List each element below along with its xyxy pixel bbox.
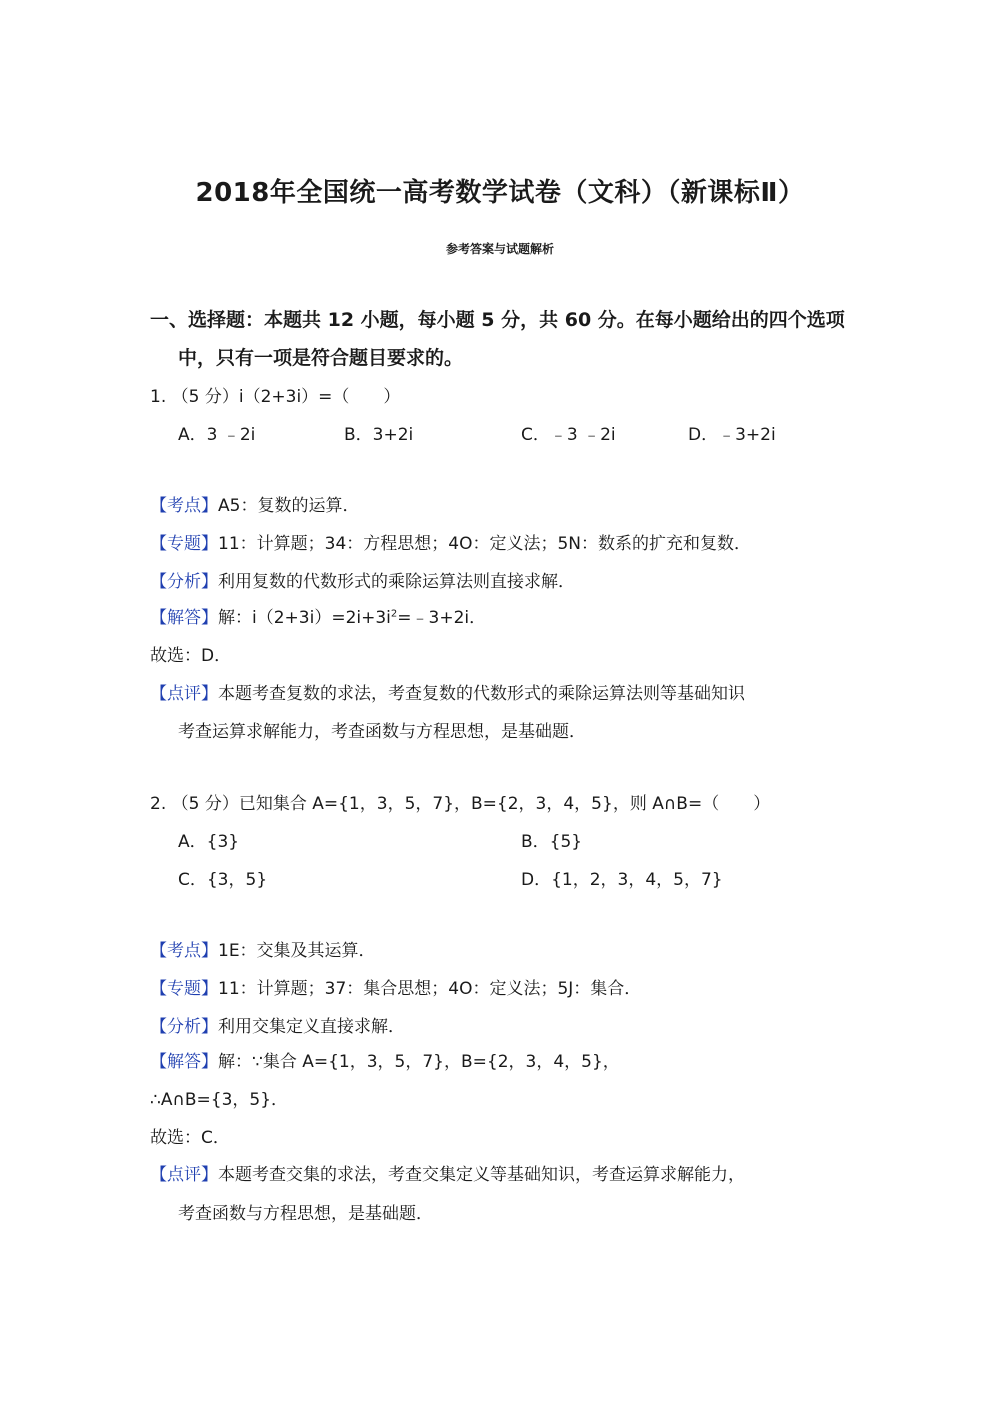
q1-zhuanti [150,529,751,554]
fenxi-text: 利用交集定义直接求解． [218,1017,405,1037]
q2-option-a: A．{3} [178,832,240,852]
dianping-tag: 【点评】 [150,684,218,704]
q2-option-b: B．{5} [521,832,583,852]
jieda-tag: 【解答】 [150,1052,218,1072]
kaodian-text: 1E：交集及其运算． [218,941,376,961]
q1-option-a: A．3 ﹣2i [178,425,256,445]
q1-answer: 故选：D． [150,646,232,666]
q2-option-c: C．{3，5} [178,870,268,890]
q1-stem: 1. （5 分）i（2+3i）=（ ） [150,387,401,407]
fenxi-tag: 【分析】 [150,1017,218,1037]
page-subtitle: 参考答案与试题解析 [445,242,554,256]
page-title: 2018年全国统一高考数学试卷（文科）（新课标Ⅱ） [195,178,805,208]
jieda-text-post: =﹣3+2i． [397,608,487,628]
section-heading-line2: 中，只有一项是符合题目要求的。 [178,347,464,369]
zhuanti-text: 11：计算题；37：集合思想；4O：定义法；5J：集合． [218,979,642,999]
q2-answer: 故选：C． [150,1128,230,1148]
q2-fenxi [150,1012,405,1037]
dianping-text: 本题考查复数的求法，考查复数的代数形式的乘除运算法则等基础知识 [218,684,745,704]
fenxi-text: 利用复数的代数形式的乘除运算法则直接求解． [218,572,575,592]
q1-kaodian [150,491,359,516]
q1-fenxi [150,567,575,592]
jieda-text-pre: 解：i（2+3i）=2i+3i [218,608,391,628]
kaodian-tag: 【考点】 [150,941,218,961]
zhuanti-tag: 【专题】 [150,979,218,999]
q1-jieda [150,603,486,628]
q2-dianping-cont: 考查函数与方程思想，是基础题． [178,1204,433,1224]
q1-option-d: D．﹣3+2i [688,425,776,445]
q1-dianping [150,679,745,704]
zhuanti-text: 11：计算题；34：方程思想；4O：定义法；5N：数系的扩充和复数． [218,534,751,554]
q2-kaodian [150,936,376,961]
q2-stem: 2. （5 分）已知集合 A={1，3，5，7}，B={2，3，4，5}，则 A∩B=（ ） [150,794,771,814]
q2-zhuanti [150,974,641,999]
dianping-tag: 【点评】 [150,1165,218,1185]
q2-dianping [150,1160,745,1185]
fenxi-tag: 【分析】 [150,572,218,592]
kaodian-text: A5：复数的运算． [218,496,360,516]
q2-jieda [150,1047,620,1072]
section-heading-line1: 一、选择题：本题共 12 小题，每小题 5 分，共 60 分。在每小题给出的四个选项 [150,309,845,331]
q2-option-d: D．{1，2，3，4，5，7} [521,870,723,890]
jieda-exponent: 2 [390,608,398,620]
q1-option-c: C．﹣3 ﹣2i [521,425,616,445]
kaodian-tag: 【考点】 [150,496,218,516]
q1-option-b: B．3+2i [344,425,414,445]
jieda-text: 解：∵集合 A={1，3，5，7}，B={2，3，4，5}， [218,1052,620,1072]
zhuanti-tag: 【专题】 [150,534,218,554]
jieda-tag: 【解答】 [150,608,218,628]
q2-jieda-cont: ∴A∩B={3，5}． [150,1090,289,1110]
dianping-text: 本题考查交集的求法，考查交集定义等基础知识，考查运算求解能力， [218,1165,745,1185]
q1-dianping-cont: 考查运算求解能力，考查函数与方程思想，是基础题． [178,722,586,742]
